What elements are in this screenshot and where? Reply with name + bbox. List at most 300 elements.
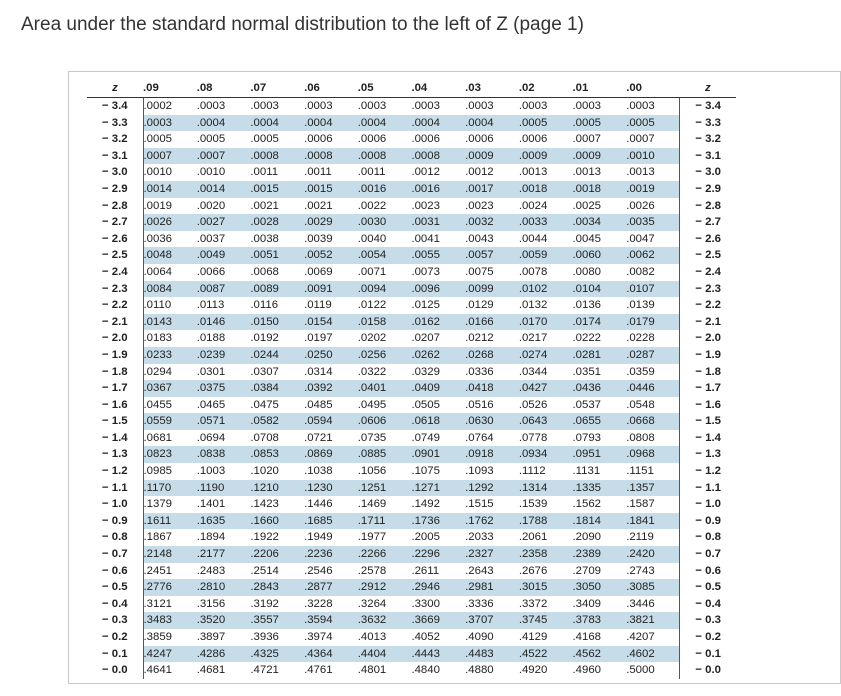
z-value-right: − 0.0 <box>680 662 736 679</box>
table-cell: .2611 <box>411 564 440 577</box>
table-cell: .0179 <box>626 314 680 331</box>
table-cell: .1894 <box>196 531 226 544</box>
table-cell: .1251 <box>358 480 412 497</box>
table-cell: .1685 <box>304 513 358 530</box>
table-cell: .0020 <box>196 199 226 212</box>
table-cell: .0582 <box>250 413 304 430</box>
z-value-left: − 1.3 <box>87 446 143 463</box>
table-cell: .0051 <box>250 247 304 264</box>
table-cell: .1446 <box>304 498 333 511</box>
z-value-right: − 3.3 <box>680 115 736 132</box>
table-cell: .0668 <box>626 413 680 430</box>
z-value-right: − 2.9 <box>680 181 736 198</box>
z-value-right: − 1.8 <box>680 364 736 381</box>
table-cell: .0129 <box>465 299 494 312</box>
table-cell: .0314 <box>304 365 333 378</box>
z-value-left: − 3.4 <box>87 98 143 115</box>
table-cell: .3936 <box>250 631 279 643</box>
table-cell: .0951 <box>573 446 627 463</box>
table-cell: .4681 <box>196 664 226 677</box>
col-header: .04 <box>411 80 465 98</box>
z-value-left: − 0.9 <box>87 513 143 530</box>
table-cell: .0003 <box>304 100 333 112</box>
table-cell: .2912 <box>358 579 412 596</box>
z-value-right: − 2.5 <box>680 247 736 264</box>
table-row <box>87 446 736 463</box>
z-value-left: − 2.8 <box>87 198 143 215</box>
table-cell: .0606 <box>358 413 412 430</box>
table-row <box>87 264 736 281</box>
table-cell: .0012 <box>465 166 494 179</box>
table-cell: .0021 <box>304 199 333 212</box>
z-value-right: − 3.0 <box>680 164 736 181</box>
table-cell: .0143 <box>143 314 197 331</box>
table-cell: .0004 <box>465 115 519 132</box>
z-value-left: − 1.2 <box>87 463 143 480</box>
table-cell: .0089 <box>250 281 304 298</box>
table-cell: .0041 <box>411 232 440 245</box>
table-cell: .0003 <box>143 115 197 132</box>
table-cell: .0087 <box>197 281 251 298</box>
table-cell: .0122 <box>357 299 387 312</box>
table-row <box>87 297 736 314</box>
z-value-left: − 0.6 <box>87 563 143 580</box>
table-cell: .0968 <box>626 446 680 463</box>
table-row <box>87 247 736 264</box>
table-cell: .0427 <box>519 380 573 397</box>
table-cell: .0655 <box>573 413 627 430</box>
table-cell: .4602 <box>626 646 680 663</box>
table-cell: .0571 <box>197 413 251 430</box>
table-cell: .0116 <box>250 299 279 312</box>
table-row <box>87 413 736 430</box>
table-cell: .0069 <box>304 265 333 278</box>
z-value-right: − 1.4 <box>680 430 736 447</box>
table-cell: .0192 <box>250 332 279 345</box>
z-value-right: − 0.7 <box>680 546 736 563</box>
z-value-right: − 0.5 <box>680 579 736 596</box>
table-cell: .0006 <box>304 133 333 146</box>
table-cell: .0032 <box>465 214 519 231</box>
table-row <box>87 364 736 381</box>
table-cell: .4641 <box>143 664 173 677</box>
z-value-right: − 2.1 <box>680 314 736 331</box>
table-cell: .0055 <box>411 247 465 264</box>
table-cell: .4207 <box>626 631 655 643</box>
table-cell: .0043 <box>465 232 494 245</box>
table-cell: .0096 <box>411 281 465 298</box>
table-cell: .0708 <box>250 431 279 444</box>
table-cell: .0009 <box>465 148 519 165</box>
table-cell: .4761 <box>304 664 333 677</box>
table-cell: .0918 <box>465 446 519 463</box>
table-header-row <box>87 80 736 98</box>
table-cell: .3228 <box>304 597 333 610</box>
z-value-right: − 0.8 <box>680 529 736 546</box>
z-value-right: − 0.4 <box>680 596 736 613</box>
z-header-right: z <box>680 80 736 98</box>
table-cell: .0005 <box>573 115 627 132</box>
table-cell: .0516 <box>465 398 494 411</box>
table-cell: .0594 <box>304 413 358 430</box>
table-cell: .0256 <box>358 347 412 364</box>
table-cell: .0808 <box>626 431 655 444</box>
table-cell: .0008 <box>411 148 465 165</box>
col-header: .00 <box>626 80 680 98</box>
table-cell: .0024 <box>518 199 548 212</box>
table-cell: .2676 <box>518 564 548 577</box>
table-row <box>87 546 736 563</box>
z-value-left: − 0.0 <box>87 662 143 679</box>
col-header: .02 <box>519 80 573 98</box>
table-cell: .1075 <box>411 465 440 478</box>
table-row <box>87 513 736 530</box>
z-value-left: − 3.1 <box>87 148 143 165</box>
page-title: Area under the standard normal distribution to the left of Z (page 1) <box>21 14 584 35</box>
table-cell: .0188 <box>196 332 226 345</box>
table-cell: .1814 <box>573 513 627 530</box>
table-cell: .4880 <box>465 664 494 677</box>
table-cell: .3483 <box>143 612 197 629</box>
table-cell: .0073 <box>411 265 440 278</box>
table-cell: .0823 <box>143 446 197 463</box>
table-cell: .0136 <box>572 299 602 312</box>
table-cell: .0025 <box>572 199 602 212</box>
table-cell: .0003 <box>357 100 387 112</box>
table-cell: .1093 <box>465 465 494 478</box>
z-value-right: − 2.6 <box>680 231 736 248</box>
z-value-right: − 1.3 <box>680 446 736 463</box>
table-cell: .0735 <box>357 431 387 444</box>
table-cell: .0011 <box>357 166 386 179</box>
table-cell: .1635 <box>197 513 251 530</box>
table-cell: .2090 <box>572 531 602 544</box>
table-cell: .0094 <box>358 281 412 298</box>
table-cell: .0749 <box>411 431 440 444</box>
table-cell: .0344 <box>518 365 548 378</box>
table-cell: .2546 <box>304 564 333 577</box>
table-cell: .0008 <box>304 148 358 165</box>
table-cell: .0158 <box>358 314 412 331</box>
table-cell: .0985 <box>143 465 173 478</box>
table-cell: .1867 <box>143 531 173 544</box>
table-cell: .0091 <box>304 281 358 298</box>
table-cell: .1335 <box>573 480 627 497</box>
table-cell: .0630 <box>465 413 519 430</box>
table-row <box>87 214 736 231</box>
table-cell: .0011 <box>250 166 279 179</box>
table-cell: .0268 <box>465 347 519 364</box>
table-cell: .4090 <box>465 631 494 643</box>
table-cell: .3632 <box>358 612 412 629</box>
table-cell: .1170 <box>143 480 197 497</box>
table-cell: .4325 <box>250 646 304 663</box>
table-cell: .0485 <box>304 398 333 411</box>
table-cell: .0146 <box>197 314 251 331</box>
z-value-right: − 3.1 <box>680 148 736 165</box>
table-row <box>87 164 736 181</box>
table-cell: .2877 <box>304 579 358 596</box>
table-cell: .2005 <box>411 531 440 544</box>
table-cell: .0029 <box>304 214 358 231</box>
table-cell: .1151 <box>626 465 654 478</box>
table-cell: .0059 <box>519 247 573 264</box>
table-cell: .0013 <box>518 166 548 179</box>
table-cell: .0384 <box>250 380 304 397</box>
table-cell: .0011 <box>304 166 332 179</box>
table-cell: .0040 <box>357 232 387 245</box>
table-cell: .3520 <box>197 612 251 629</box>
table-cell: .1562 <box>572 498 602 511</box>
table-cell: .2119 <box>626 531 654 544</box>
z-value-right: − 1.2 <box>680 463 736 480</box>
z-value-left: − 3.2 <box>87 131 143 148</box>
table-row <box>87 347 736 364</box>
table-cell: .0004 <box>250 115 304 132</box>
table-cell: .0017 <box>465 181 519 198</box>
table-cell: .0322 <box>357 365 387 378</box>
table-cell: .0003 <box>626 100 655 112</box>
table-cell: .0018 <box>573 181 627 198</box>
table-cell: .4129 <box>518 631 548 643</box>
table-cell: .0110 <box>143 299 172 312</box>
table-cell: .0418 <box>465 380 519 397</box>
table-cell: .1515 <box>465 498 494 511</box>
table-cell: .3372 <box>518 597 548 610</box>
z-value-left: − 0.5 <box>87 579 143 596</box>
table-row <box>87 563 736 580</box>
table-cell: .2177 <box>197 546 251 563</box>
table-cell: .3015 <box>519 579 573 596</box>
col-header: .07 <box>250 80 304 98</box>
table-row <box>87 231 736 248</box>
z-value-right: − 3.2 <box>680 131 736 148</box>
table-cell: .0548 <box>626 398 655 411</box>
table-cell: .2148 <box>143 546 197 563</box>
z-value-left: − 2.3 <box>87 281 143 298</box>
table-cell: .2420 <box>626 546 680 563</box>
table-cell: .0026 <box>626 199 655 212</box>
table-cell: .1056 <box>357 465 387 478</box>
table-cell: .0250 <box>304 347 358 364</box>
z-value-left: − 1.7 <box>87 380 143 397</box>
table-cell: .3264 <box>357 597 387 610</box>
table-cell: .0217 <box>518 332 548 345</box>
table-cell: .2709 <box>572 564 602 577</box>
table-cell: .0013 <box>626 166 655 179</box>
table-cell: .0009 <box>573 148 627 165</box>
table-cell: .4840 <box>411 664 440 677</box>
table-cell: .1539 <box>518 498 548 511</box>
table-cell: .0049 <box>197 247 251 264</box>
table-cell: .2061 <box>518 531 548 544</box>
table-row <box>87 181 736 198</box>
z-value-right: − 1.9 <box>680 347 736 364</box>
table-cell: .0934 <box>519 446 573 463</box>
table-cell: .2033 <box>465 531 494 544</box>
table-cell: .0793 <box>572 431 602 444</box>
table-row <box>87 662 736 679</box>
table-cell: .3121 <box>143 597 173 610</box>
table-row <box>87 98 736 115</box>
table-cell: .0005 <box>196 133 226 146</box>
z-value-left: − 2.2 <box>87 297 143 314</box>
table-cell: .0007 <box>197 148 251 165</box>
z-value-left: − 0.8 <box>87 529 143 546</box>
table-cell: .1492 <box>411 498 440 511</box>
table-cell: .2743 <box>626 564 655 577</box>
table-cell: .4562 <box>573 646 627 663</box>
table-cell: .1977 <box>357 531 387 544</box>
col-header: .09 <box>143 80 197 98</box>
table-body <box>87 98 736 679</box>
table-cell: .0030 <box>358 214 412 231</box>
table-cell: .0008 <box>250 148 304 165</box>
table-cell: .2451 <box>143 564 173 577</box>
table-row <box>87 529 736 546</box>
table-cell: .0005 <box>250 133 279 146</box>
table-cell: .0107 <box>626 281 680 298</box>
col-header: .03 <box>465 80 519 98</box>
table-cell: .1611 <box>143 513 197 530</box>
table-cell: .0003 <box>572 100 602 112</box>
table-cell: .0244 <box>250 347 304 364</box>
table-cell: .0359 <box>626 365 655 378</box>
z-value-left: − 0.4 <box>87 596 143 613</box>
table-cell: .0022 <box>357 199 387 212</box>
table-row <box>87 463 736 480</box>
table-cell: .4522 <box>519 646 573 663</box>
table-cell: .1020 <box>250 465 279 478</box>
table-cell: .0475 <box>250 398 279 411</box>
table-cell: .0505 <box>411 398 440 411</box>
table-cell: .1190 <box>197 480 251 497</box>
table-cell: .3085 <box>626 579 680 596</box>
col-header: .06 <box>304 80 358 98</box>
z-value-left: − 1.0 <box>87 496 143 513</box>
table-cell: .1788 <box>519 513 573 530</box>
table-cell: .0012 <box>411 166 440 179</box>
table-cell: .0392 <box>304 380 358 397</box>
table-cell: .0367 <box>143 380 197 397</box>
table-cell: .4483 <box>465 646 519 663</box>
table-cell: .0274 <box>519 347 573 364</box>
table-cell: .3557 <box>250 612 304 629</box>
table-cell: .0681 <box>143 431 173 444</box>
table-cell: .0375 <box>197 380 251 397</box>
table-cell: .0119 <box>304 299 332 312</box>
table-cell: .3300 <box>411 597 440 610</box>
table-cell: .0080 <box>572 265 602 278</box>
table-cell: .1401 <box>196 498 226 511</box>
z-value-right: − 2.0 <box>680 330 736 347</box>
table-cell: .0401 <box>358 380 412 397</box>
table-cell: .1841 <box>626 513 680 530</box>
z-value-right: − 2.7 <box>680 214 736 231</box>
table-cell: .0048 <box>143 247 197 264</box>
table-row <box>87 629 736 646</box>
table-cell: .4247 <box>143 646 197 663</box>
table-cell: .0526 <box>518 398 548 411</box>
table-cell: .0336 <box>465 365 494 378</box>
z-value-right: − 1.0 <box>680 496 736 513</box>
table-cell: .4052 <box>411 631 440 643</box>
table-cell: .2483 <box>196 564 226 577</box>
table-cell: .1711 <box>358 513 412 530</box>
table-cell: .0113 <box>196 299 225 312</box>
table-cell: .3156 <box>196 597 226 610</box>
table-cell: .1423 <box>250 498 279 511</box>
table-cell: .0212 <box>465 332 494 345</box>
table-cell: .0028 <box>250 214 304 231</box>
z-value-left: − 1.6 <box>87 397 143 414</box>
table-cell: .1469 <box>357 498 387 511</box>
table-cell: .0023 <box>411 199 440 212</box>
table-cell: .0064 <box>143 265 173 278</box>
table-cell: .0002 <box>143 100 173 112</box>
z-value-left: − 2.5 <box>87 247 143 264</box>
table-cell: .0060 <box>573 247 627 264</box>
table-cell: .0057 <box>465 247 519 264</box>
table-cell: .3050 <box>573 579 627 596</box>
table-cell: .1271 <box>411 480 465 497</box>
table-cell: .0004 <box>411 115 465 132</box>
table-cell: .5000 <box>626 664 655 677</box>
table-cell: .2810 <box>197 579 251 596</box>
table-cell: .0166 <box>465 314 519 331</box>
table-cell: .0003 <box>250 100 279 112</box>
z-value-left: − 3.0 <box>87 164 143 181</box>
z-value-right: − 2.2 <box>680 297 736 314</box>
table-cell: .0014 <box>143 181 197 198</box>
table-cell: .4404 <box>358 646 412 663</box>
table-cell: .2776 <box>143 579 197 596</box>
z-value-right: − 1.5 <box>680 413 736 430</box>
table-cell: .0132 <box>518 299 548 312</box>
table-cell: .3409 <box>572 597 602 610</box>
table-cell: .0052 <box>304 247 358 264</box>
table-cell: .0436 <box>573 380 627 397</box>
table-row <box>87 480 736 497</box>
z-value-left: − 1.5 <box>87 413 143 430</box>
table-cell: .0559 <box>143 413 197 430</box>
table-cell: .4801 <box>357 664 387 677</box>
table-cell: .0071 <box>357 265 387 278</box>
z-value-right: − 1.1 <box>680 480 736 497</box>
table-cell: .0162 <box>411 314 465 331</box>
z-value-left: − 0.3 <box>87 612 143 629</box>
table-cell: .1357 <box>626 480 680 497</box>
table-cell: .0068 <box>250 265 279 278</box>
table-cell: .2514 <box>250 564 279 577</box>
z-value-left: − 0.1 <box>87 646 143 663</box>
z-value-left: − 0.7 <box>87 546 143 563</box>
table-cell: .0222 <box>572 332 602 345</box>
table-cell: .4443 <box>411 646 465 663</box>
z-value-right: − 0.6 <box>680 563 736 580</box>
table-cell: .0294 <box>143 365 173 378</box>
col-header: .01 <box>573 80 627 98</box>
table-row <box>87 430 736 447</box>
table-cell: .2266 <box>358 546 412 563</box>
table-cell: .2643 <box>465 564 494 577</box>
col-header: .08 <box>197 80 251 98</box>
table-cell: .1038 <box>304 465 333 478</box>
z-value-right: − 2.4 <box>680 264 736 281</box>
table-cell: .0233 <box>143 347 197 364</box>
table-cell: .2327 <box>465 546 519 563</box>
table-cell: .0003 <box>196 100 226 112</box>
